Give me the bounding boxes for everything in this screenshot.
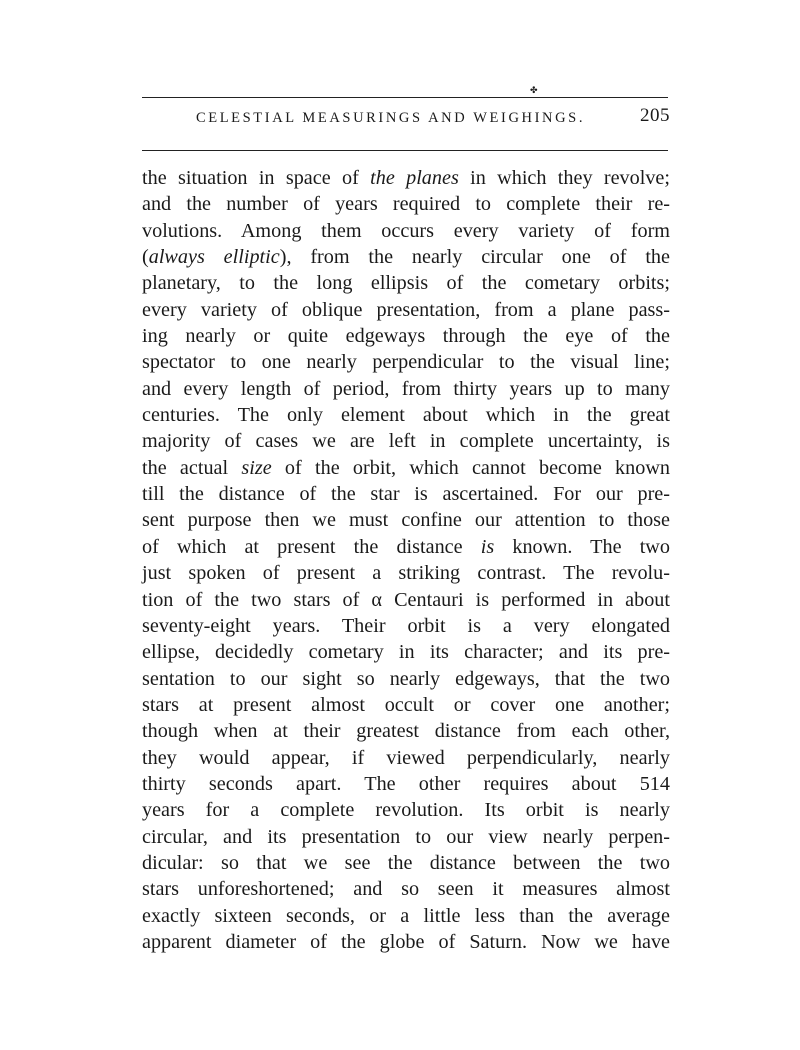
body-text bbox=[142, 165, 670, 955]
text-line: sent purpose then we must confine our attention to those bbox=[142, 509, 670, 532]
text-line: till the distance of the star is ascertained. For our pre- bbox=[142, 483, 670, 506]
text-line: thirty seconds apart. The other requires about 514 bbox=[142, 772, 670, 795]
text-line: stars unforeshortened; and so seen it measures almost bbox=[142, 878, 670, 901]
text-line: ellipse, decidedly cometary in its character; and its pre- bbox=[142, 641, 670, 664]
text-line: every variety of oblique presentation, from a plane pass- bbox=[142, 298, 670, 321]
header-top-rule bbox=[142, 97, 668, 98]
text-line: majority of cases we are left in complete uncertainty, is bbox=[142, 430, 670, 453]
text-line: stars at present almost occult or cover one another; bbox=[142, 693, 670, 716]
text-line: sentation to our sight so nearly edgeways, that the two bbox=[142, 667, 670, 690]
text-line: they would appear, if viewed perpendicularly, nearly bbox=[142, 746, 670, 769]
text-line: the actual size of the orbit, which cannot become known bbox=[142, 456, 670, 479]
header-ornament: ✤ bbox=[530, 85, 538, 95]
text-line: though when at their greatest distance from each other, bbox=[142, 720, 670, 743]
text-line: years for a complete revolution. Its orbit is nearly bbox=[142, 799, 670, 822]
running-title: CELESTIAL MEASURINGS AND WEIGHINGS. bbox=[196, 110, 586, 126]
text-line: spectator to one nearly perpendicular to the visual line; bbox=[142, 351, 670, 374]
text-line: tion of the two stars of α Centauri is performed in about bbox=[142, 588, 670, 611]
header-bottom-rule bbox=[142, 150, 668, 151]
text-line: and the number of years required to complete their re- bbox=[142, 193, 670, 216]
text-line: apparent diameter of the globe of Saturn. Now we have bbox=[142, 930, 670, 953]
text-line: dicular: so that we see the distance between the two bbox=[142, 851, 670, 874]
text-line: the situation in space of the planes in which they revolve; bbox=[142, 167, 671, 189]
text-line: (always elliptic), from the nearly circular one of the bbox=[142, 246, 670, 269]
text-line: of which at present the distance is known. The two bbox=[142, 535, 670, 558]
text-line: just spoken of present a striking contrast. The revolu- bbox=[142, 562, 670, 585]
text-line: ing nearly or quite edgeways through the eye of the bbox=[142, 325, 670, 348]
text-line: planetary, to the long ellipsis of the cometary orbits; bbox=[142, 272, 670, 295]
text-line: circular, and its presentation to our view nearly perpen- bbox=[142, 825, 670, 848]
text-line: seventy-eight years. Their orbit is a very elongated bbox=[142, 614, 670, 637]
text-line: volutions. Among them occurs every variety of form bbox=[142, 219, 670, 242]
page-number: 205 bbox=[640, 105, 670, 126]
text-line: and every length of period, from thirty years up to many bbox=[142, 377, 670, 400]
text-line: centuries. The only element about which in the great bbox=[142, 404, 670, 427]
text-line: exactly sixteen seconds, or a little less than the average bbox=[142, 904, 670, 927]
